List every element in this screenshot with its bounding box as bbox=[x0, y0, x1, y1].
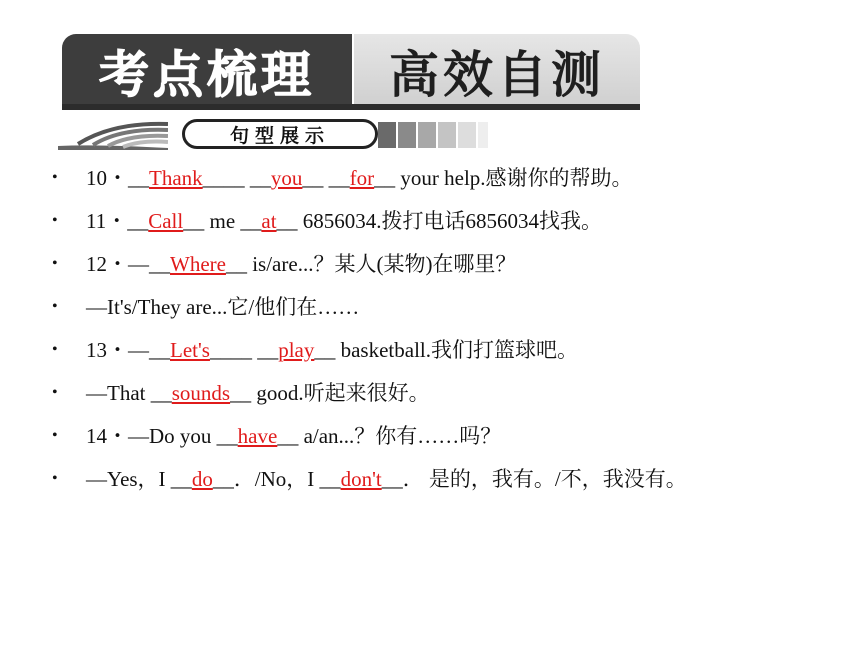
answer: Thank bbox=[149, 166, 203, 190]
banner-title-left: 考点梳理 bbox=[99, 46, 315, 104]
list-item: • 11・__Call__ me __at__ 6856034.拨打电话6856034找我。 bbox=[52, 209, 603, 233]
sentence-list bbox=[52, 160, 842, 504]
answer: play bbox=[278, 338, 315, 362]
answer: sounds bbox=[171, 381, 231, 405]
list-item: • —That __sounds__ good.听起来很好。 bbox=[52, 381, 430, 405]
answer: Where bbox=[170, 252, 226, 276]
section-banner bbox=[58, 114, 438, 154]
list-item: • 13・—__Let's____ __play__ basketball.我们打篮球吧。 bbox=[52, 338, 578, 362]
answer: you bbox=[270, 166, 303, 190]
section-label: 句型展示 bbox=[182, 119, 378, 149]
wing-decoration-icon bbox=[58, 118, 168, 150]
list-item: • —It's/They are...它/他们在…… bbox=[52, 295, 360, 319]
answer: do bbox=[191, 467, 213, 491]
answer: have bbox=[237, 424, 278, 448]
list-item: • —Yes，I __do__．/No，I __don't__． 是的，我有。/不，我没有。 bbox=[52, 467, 687, 491]
banner-title-right: 高效自测 bbox=[389, 46, 605, 104]
list-item: • 14・—Do you __have__ a/an...？你有……吗？ bbox=[52, 424, 502, 448]
list-item: • 12・—__Where__ is/are...？某人(某物)在哪里？ bbox=[52, 252, 517, 276]
answer: Let's bbox=[170, 338, 210, 362]
title-banner bbox=[62, 34, 640, 108]
answer: at bbox=[261, 209, 277, 233]
answer: for bbox=[349, 166, 375, 190]
gradient-bars-icon bbox=[378, 122, 488, 148]
list-item: • 10・__Thank____ __you__ __for__ your help.感谢你的帮助。 bbox=[52, 166, 633, 190]
answer: don't bbox=[340, 467, 382, 491]
answer: Call bbox=[148, 209, 184, 233]
